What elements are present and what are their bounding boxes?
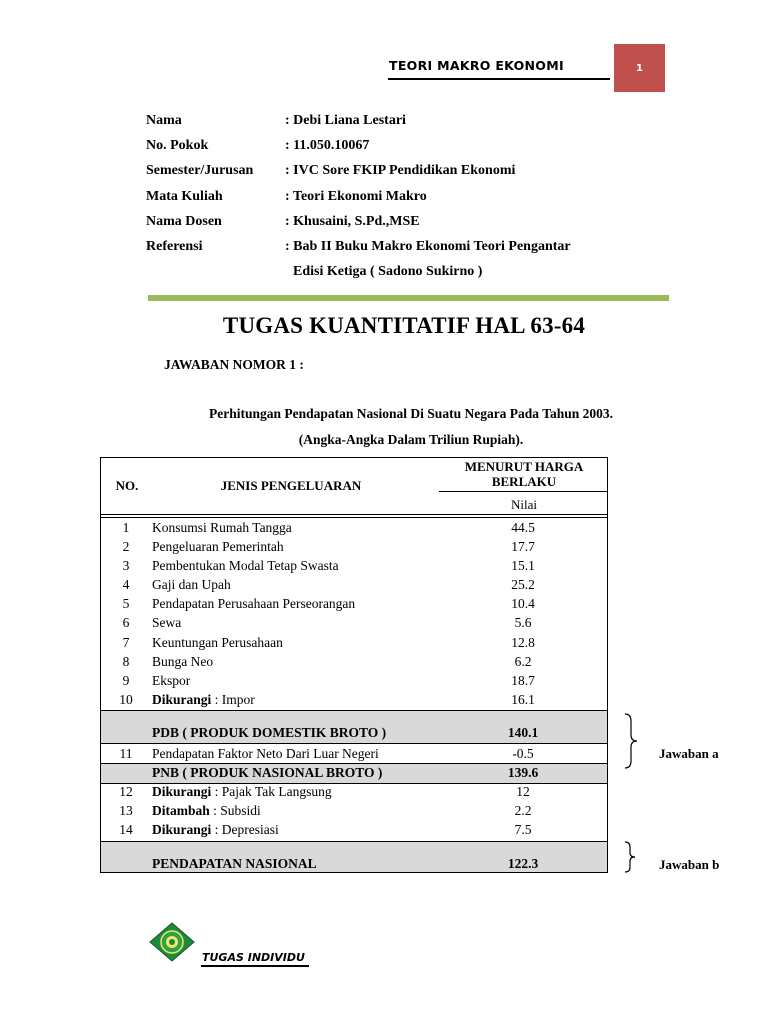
row-desc-text: : Depresiasi (211, 822, 279, 837)
page-number: 1 (636, 62, 643, 74)
pdb-bottom-rule (101, 743, 607, 744)
info-value-semester: : IVC Sore FKIP Pendidikan Ekonomi (285, 163, 516, 178)
info-value-nama: : Debi Liana Lestari (285, 113, 406, 128)
row-value: 44.5 (511, 520, 535, 535)
info-label-dosen: Nama Dosen (146, 214, 222, 229)
row-no: 12 (119, 784, 133, 799)
row-desc-text: : Subsidi (209, 803, 261, 818)
row-desc-text: : Impor (211, 692, 255, 707)
row-desc: Gaji dan Upah (152, 577, 231, 592)
info-label-nama: Nama (146, 113, 182, 128)
info-label-semester: Semester/Jurusan (146, 163, 254, 178)
answer-b-label: Jawaban b (659, 857, 720, 872)
row-value: 16.1 (511, 692, 535, 707)
row-prefix: Dikurangi (152, 692, 212, 707)
row-value: 25.2 (511, 577, 535, 592)
row-no: 10 (119, 692, 133, 707)
pnb-label: PNB ( PRODUK NASIONAL BROTO ) (152, 765, 383, 780)
row-prefix: Dikurangi (152, 822, 212, 837)
answer-a-label: Jawaban a (659, 746, 719, 761)
pnb-value: 139.6 (507, 765, 539, 780)
header-bottom-rule-2 (101, 517, 607, 518)
row-value: 10.4 (511, 596, 535, 611)
col-price-line2: BERLAKU (491, 474, 557, 489)
info-value-referensi: : Bab II Buku Makro Ekonomi Teori Pengantar (285, 239, 571, 254)
university-logo-icon (148, 922, 196, 962)
row-no: 13 (119, 803, 133, 818)
row-desc: Konsumsi Rumah Tangga (152, 520, 292, 535)
col-value: Nilai (511, 497, 537, 512)
row-no: 8 (122, 654, 130, 669)
footer-label: TUGAS INDIVIDU (202, 951, 305, 964)
row-value: 12 (516, 784, 530, 799)
answer-heading: JAWABAN NOMOR 1 : (164, 357, 304, 372)
page-title: TUGAS KUANTITATIF HAL 63-64 (222, 313, 586, 338)
row-desc: Pengeluaran Pemerintah (152, 539, 284, 554)
row-value: 18.7 (511, 673, 535, 688)
row-value: 5.6 (514, 615, 532, 630)
col-price-line1: MENURUT HARGA (464, 459, 584, 474)
row-value: 17.7 (511, 539, 535, 554)
row-desc: Pendapatan Faktor Neto Dari Luar Negeri (152, 746, 379, 761)
row-no: 7 (122, 635, 130, 650)
row-value: 6.2 (514, 654, 532, 669)
row-value: 2.2 (514, 803, 532, 818)
brace-b-icon (622, 841, 640, 873)
info-value-dosen: : Khusaini, S.Pd.,MSE (285, 214, 420, 229)
pn-value: 122.3 (507, 856, 539, 871)
pdb-label: PDB ( PRODUK DOMESTIK BROTO ) (152, 725, 387, 740)
header-bottom-rule-1 (101, 514, 607, 515)
brace-a-icon (622, 713, 642, 769)
info-label-no-pokok: No. Pokok (146, 138, 209, 153)
row-value: 12.8 (511, 635, 535, 650)
row-no: 11 (119, 746, 133, 761)
row-no: 14 (119, 822, 133, 837)
green-divider (148, 295, 669, 301)
row-no: 5 (122, 596, 130, 611)
info-value-referensi-cont: Edisi Ketiga ( Sadono Sukirno ) (293, 264, 483, 279)
footer-underline (201, 965, 309, 967)
header-rule (439, 491, 608, 492)
info-value-no-pokok: : 11.050.10067 (285, 138, 370, 153)
row-desc: Sewa (152, 615, 182, 630)
row-desc-text: : Pajak Tak Langsung (211, 784, 332, 799)
row-no: 1 (122, 520, 130, 535)
header-underline (388, 78, 610, 80)
table-caption-2: (Angka-Angka Dalam Triliun Rupiah). (298, 432, 524, 447)
row-desc: Keuntungan Perusahaan (152, 635, 283, 650)
row-desc (152, 784, 332, 800)
info-label-referensi: Referensi (146, 239, 203, 254)
row-value: 7.5 (514, 822, 532, 837)
row-desc (152, 803, 261, 819)
pdb-value: 140.1 (507, 725, 539, 740)
row-desc: Bunga Neo (152, 654, 214, 669)
info-value-mata-kuliah: : Teori Ekonomi Makro (285, 189, 427, 204)
col-desc: JENIS PENGELUARAN (220, 478, 362, 493)
page-number-box (614, 44, 665, 92)
row-value: -0.5 (512, 746, 534, 761)
row-no: 9 (122, 673, 130, 688)
row-value: 15.1 (511, 558, 535, 573)
table-caption-1: Perhitungan Pendapatan Nasional Di Suatu Negara Pada Tahun 2003. (209, 406, 613, 421)
row-desc: Pendapatan Perusahaan Perseorangan (152, 596, 356, 611)
row-prefix: Dikurangi (152, 784, 212, 799)
row-desc (152, 822, 279, 838)
header-title: TEORI MAKRO EKONOMI (389, 58, 564, 73)
row-no: 3 (122, 558, 130, 573)
row-desc: Pembentukan Modal Tetap Swasta (152, 558, 339, 573)
row-desc (152, 692, 255, 708)
row-no: 6 (122, 615, 130, 630)
pn-label: PENDAPATAN NASIONAL (152, 856, 317, 871)
col-no: NO. (115, 478, 139, 493)
row-prefix: Ditambah (152, 803, 210, 818)
income-table (100, 457, 608, 873)
row-desc: Ekspor (152, 673, 191, 688)
row-no: 4 (122, 577, 130, 592)
info-label-mata-kuliah: Mata Kuliah (146, 189, 223, 204)
row-no: 2 (122, 539, 130, 554)
